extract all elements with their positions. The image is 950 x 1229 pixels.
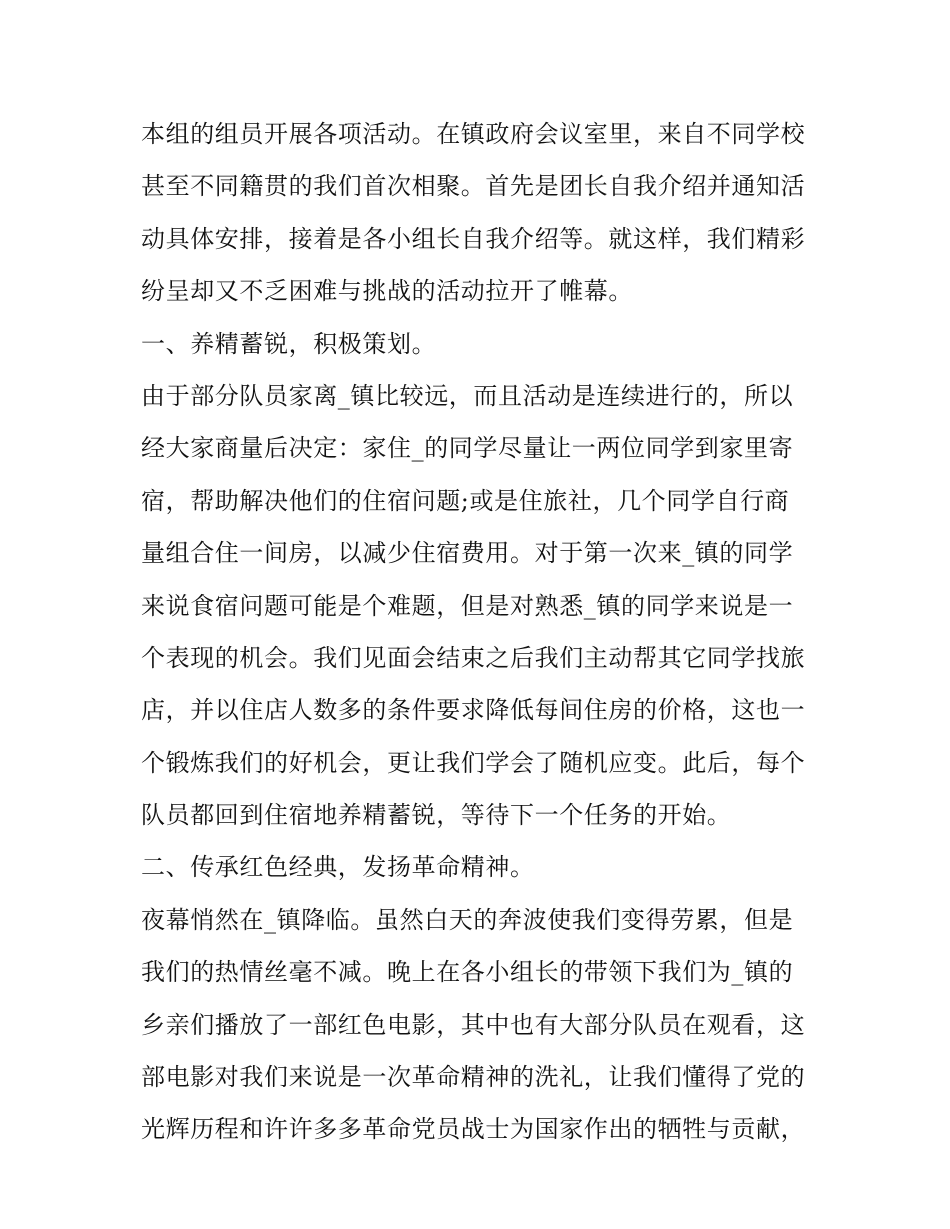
body-text bbox=[141, 108, 821, 1156]
paragraph-line: 店，并以住店人数多的条件要求降低每间住房的价格，这也一 bbox=[141, 696, 806, 725]
paragraph-line: 个锻炼我们的好机会，更让我们学会了随机应变。此后，每个 bbox=[141, 748, 806, 777]
paragraph-line: 夜幕悄然在_镇降临。虽然白天的奔波使我们变得劳累，但是 bbox=[141, 905, 794, 934]
paragraph-line: 来说食宿问题可能是个难题，但是对熟悉_镇的同学来说是一 bbox=[141, 591, 794, 620]
paragraph-line: 部电影对我们来说是一次革命精神的洗礼，让我们懂得了党的 bbox=[141, 1063, 806, 1092]
section-heading: 一、养精蓄锐，积极策划。 bbox=[141, 329, 437, 358]
paragraph-line: 甚至不同籍贯的我们首次相聚。首先是团长自我介绍并通知活 bbox=[141, 172, 806, 201]
paragraph-line: 本组的组员开展各项活动。在镇政府会议室里，来自不同学校 bbox=[141, 120, 806, 148]
paragraph-line: 纷呈却又不乏困难与挑战的活动拉开了帷幕。 bbox=[141, 277, 633, 306]
paragraph-line: 宿，帮助解决他们的住宿问题;或是住旅社，几个同学自行商 bbox=[141, 486, 790, 515]
paragraph-line: 乡亲们播放了一部红色电影，其中也有大部分队员在观看，这 bbox=[141, 1010, 806, 1039]
paragraph-line: 个表现的机会。我们见面会结束之后我们主动帮其它同学找旅 bbox=[141, 643, 806, 672]
paragraph-line: 我们的热情丝毫不减。晚上在各小组长的带领下我们为_镇的 bbox=[141, 958, 794, 987]
paragraph-line: 动具体安排，接着是各小组长自我介绍等。就这样，我们精彩 bbox=[141, 224, 806, 253]
paragraph-line: 量组合住一间房，以减少住宿费用。对于第一次来_镇的同学 bbox=[141, 539, 794, 568]
paragraph-line: 经大家商量后决定：家住_的同学尽量让一两位同学到家里寄 bbox=[141, 434, 794, 463]
paragraph-line: 光辉历程和许许多多革命党员战士为国家作出的牺牲与贡献， bbox=[141, 1115, 806, 1144]
paragraph-line: 由于部分队员家离_镇比较远，而且活动是连续进行的，所以 bbox=[141, 381, 794, 410]
section-heading: 二、传承红色经典，发扬革命精神。 bbox=[141, 853, 535, 882]
paragraph-line: 队员都回到住宿地养精蓄锐，等待下一个任务的开始。 bbox=[141, 801, 732, 830]
